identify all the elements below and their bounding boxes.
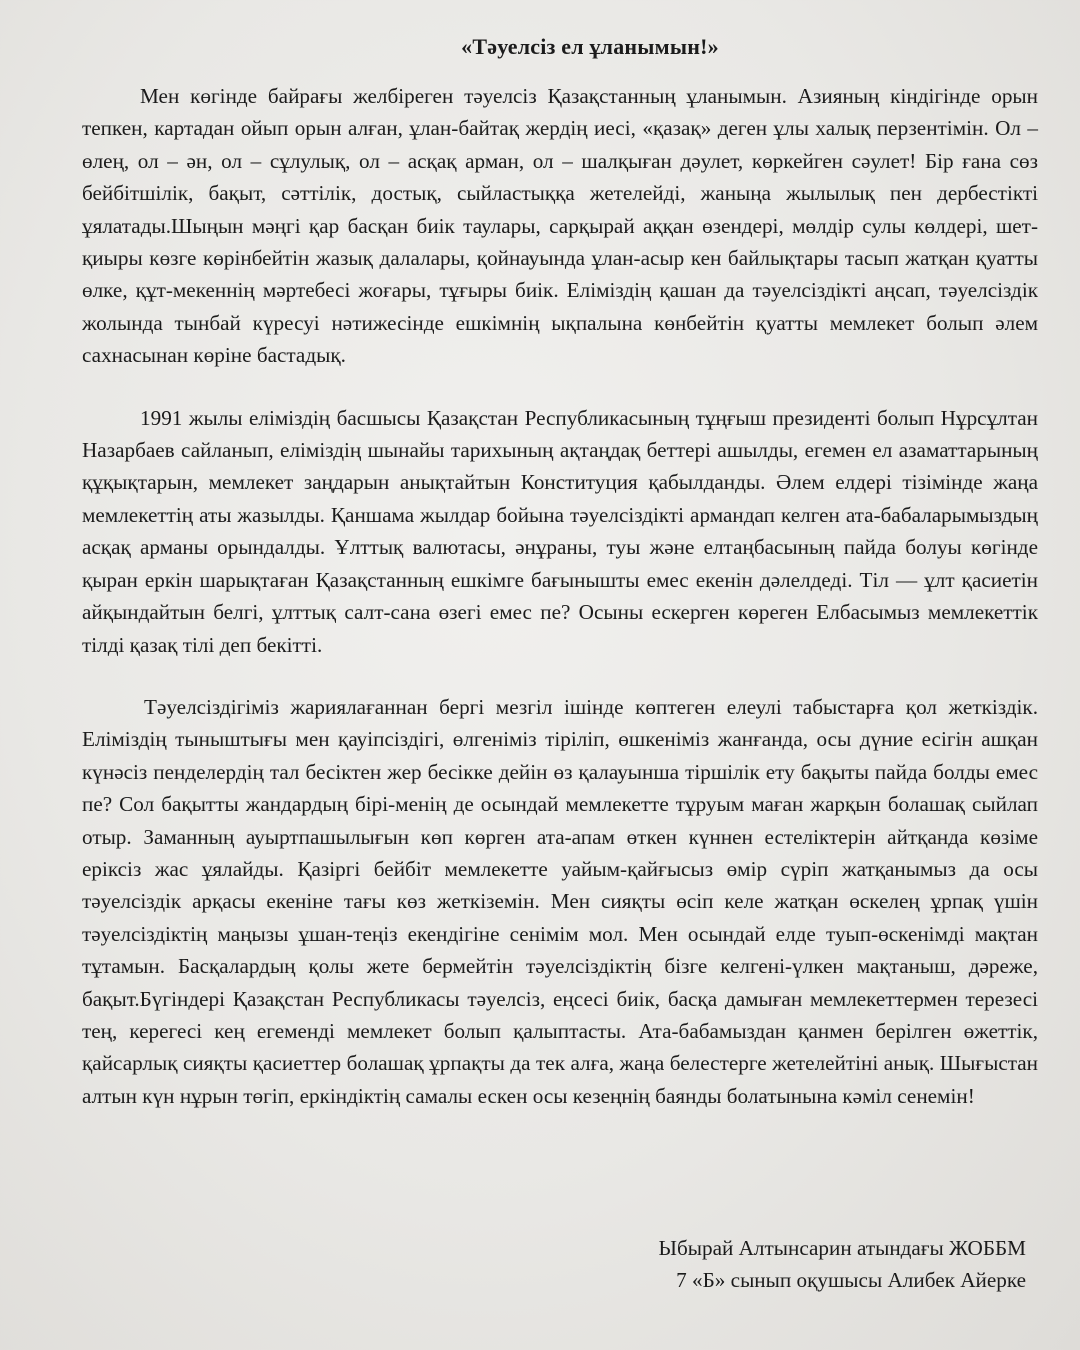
signature-student: 7 «Б» сынып оқушысы Алибек Айерке (676, 1268, 1026, 1292)
signature-block (659, 1232, 1027, 1296)
paragraph-2: 1991 жылы еліміздің басшысы Қазақстан Республикасының тұңғыш президенті болып Нұрсұлтан Назарбаев сайланып, еліміздің шынайы тарихының ақтаңдақ беттері ашылды, егемен ел азаматтарының құқықтарын, мемлекет заңдарын анықтайтын Конституция қабылданды. Әлем елдері тізімінде жаңа мемлекеттің аты жазылды. Қаншама жылдар бойына тәуелсіздікті армандап келген ата-бабаларымыздың асқақ арманы орындалды. Ұлттық валютасы, әнұраны, туы және елтаңбасының пайда болуы көгінде қыран еркін шарықтаған Қазақстанның ешкімге бағынышты емес екенін дәлелдеді. Тіл — ұлт қасиетін айқындайтын белгі, ұлттық салт-сана өзегі емес пе? Осыны ескерген көреген Елбасымыз мемлекеттік тілді қазақ тілі деп бекітті. (82, 405, 1038, 657)
signature-school: Ыбырай Алтынсарин атындағы ЖОББМ (658, 1236, 1026, 1260)
paragraph-1: Мен көгінде байрағы желбіреген тәуелсіз Қазақстанның ұланымын. Азияның кіндігінде орын тепкен, картадан ойып орын алған, ұлан-байтақ жердің иесі, «қазақ» деген ұлы халық перзентімін. Ол – өлең, ол – ән, ол – сұлулық, ол – асқақ арман, ол – шалқыған дәулет, көркейген сәулет! Бір ғана сөз бейбітшілік, бақыт, сәттілік, достық, сыйластыққа жетелейді, жаныңа жылылық пен дербестікті ұялатады.Шыңын мәңгі қар басқан биік таулары, сарқырай аққан өзендері, мөлдір сулы көлдері, шет-қиыры көзге көрінбейтін жазық далалары, қойнауында ұлан-асыр кен байлықтары тасып жатқан қуатты өлке, құт-мекеннің мәртебесі жоғары, тұғыры биік. Еліміздің қашан да тәуелсіздікті аңсап, тәуелсіздік жолында тынбай күресуі нәтижесінде ешкімнің ықпалына көнбейтін қуатты мемлекет болып әлем сахнасынан көріне бастадық. (82, 84, 1038, 368)
document-body (82, 80, 1038, 1112)
paragraph-3: Тәуелсіздігіміз жариялағаннан бергі мезгіл ішінде көптеген елеулі табыстарға қол жеткіздік. Еліміздің тыныштығы мен қауіпсіздігі, өлгеніміз тіріліп, өшкеніміз жанғанда, осы дүние есігін ашқан күнәсіз пенделердің тал бесіктен жер бесікке дейін өз қалауынша тіршілік ету бақыты пайда болды емес пе? Сол бақытты жандардың бірі-менің де осындай мемлекетте тұруым маған жарқын болашақ сыйлап отыр. Заманның ауыртпашылығын көп көрген ата-апам өткен күннен естеліктерін айтқанда көзіме еріксіз жас ұялайды. Қазіргі бейбіт мемлекетте уайым-қайғысыз өмір сүріп жатқанымыз да осы тәуелсіздік арқасы екеніне тағы көз жеткіземін. Мен сияқты өсіп келе жатқан өскелең ұрпақ үшін тәуелсіздіктің маңызы ұшан-теңіз екендігіне сенімім мол. Мен осындай елде туып-өскенімді мақтан тұтамын. Басқалардың қолы жете бермейтін тәуелсіздіктің бізге келгені-үлкен мақтаныш, дәреже, бақыт.Бүгіндері Қазақстан Республикасы тәуелсіз, еңсесі биік, басқа дамыған мемлекеттермен терезесі тең, керегесі кең егеменді мемлекет болып қалыптасты. Ата-бабамыздан қанмен берілген өжеттік, қайсарлық сияқты қасиеттер болашақ ұрпақты да тек алға, жаңа белестерге жетелейтіні анық. Шығыстан алтын күн нұрын төгіп, еркіндіктің самалы ескен осы кезеңнің баянды болатынына кәміл сенемін! (82, 694, 1038, 1108)
document-title: «Тәуелсіз ел ұланымын!» (461, 34, 719, 59)
